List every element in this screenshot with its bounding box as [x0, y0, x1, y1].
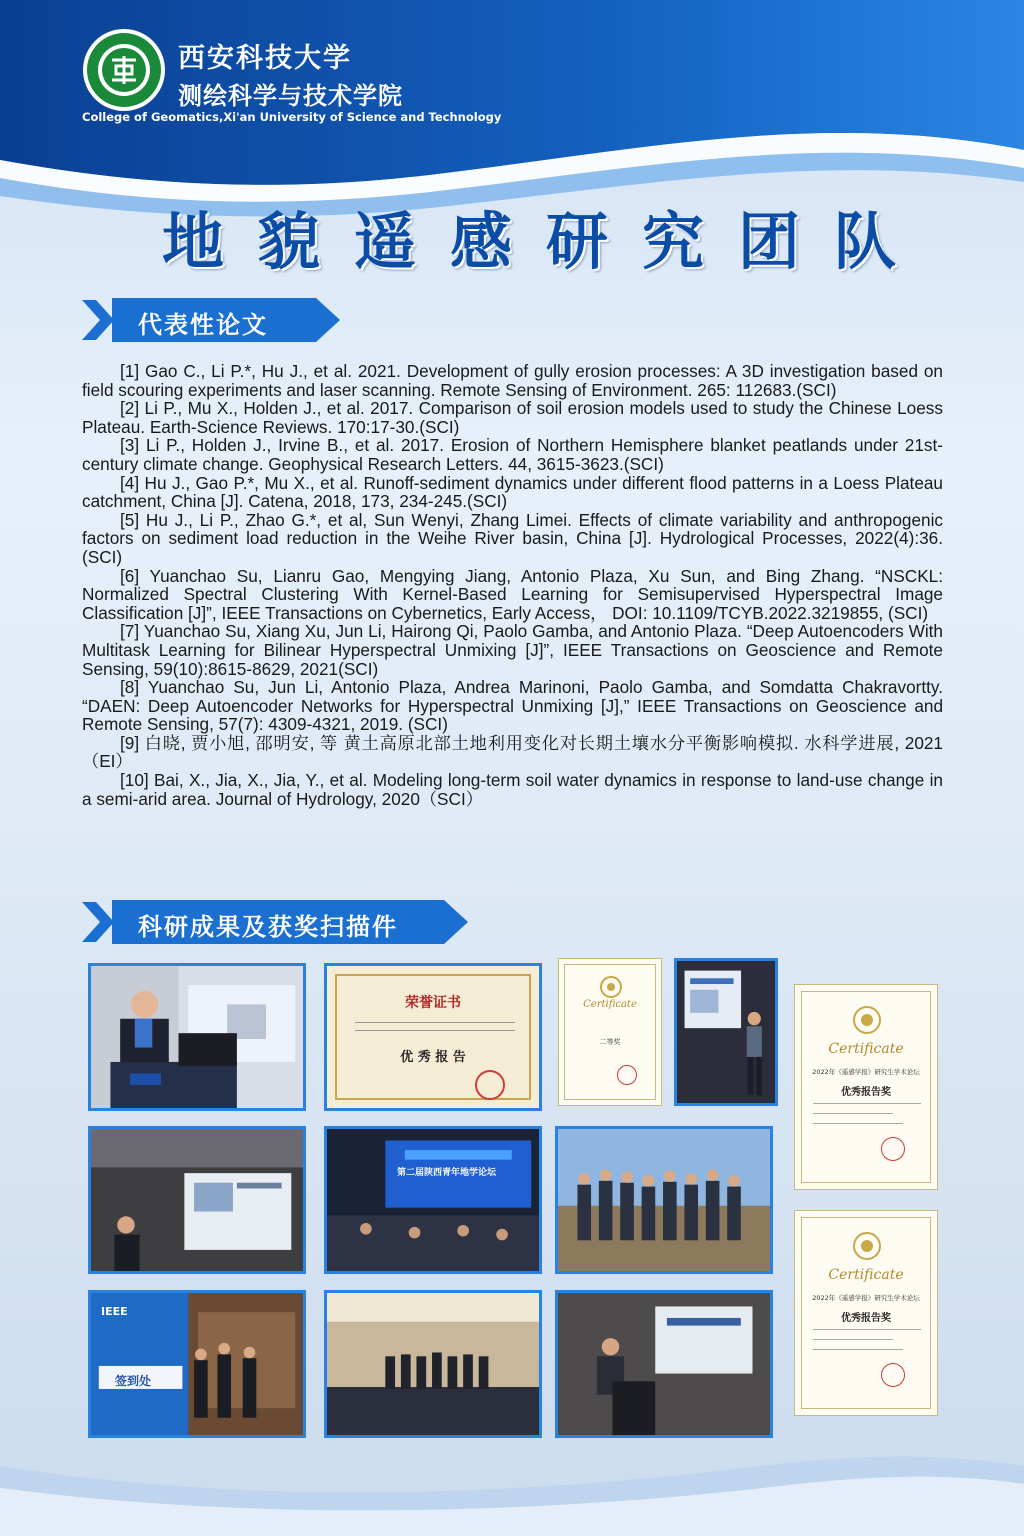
forum-line: 2022年《遥感学报》研究生学术论坛 — [812, 1068, 920, 1076]
certificate-second-prize — [558, 958, 662, 1106]
rosette-icon — [852, 1231, 882, 1261]
university-logo — [82, 28, 166, 112]
photo-seminar-room — [88, 1126, 306, 1274]
photo-field-group — [555, 1126, 773, 1274]
honor-title: 荣誉证书 — [405, 995, 461, 1011]
honor-award: 优 秀 报 告 — [400, 1050, 466, 1065]
excellent-report-label: 优秀报告奖 — [841, 1087, 891, 1098]
section-header-papers — [82, 298, 342, 342]
paper-item: [5] Hu J., Li P., Zhao G.*, et al, Sun Wenyi, Zhang Limei. Effects of climate variability and anthropogenic factors on sediment load reduction in the Weihe River basin, China [J]. Hydrological Processes, 2022(4):36. (SCI) — [82, 509, 943, 567]
section-title: 代表性论文 — [138, 311, 268, 339]
photo-presenter-screen — [674, 958, 778, 1106]
photo-group-hall — [324, 1290, 542, 1438]
paper-item: [7] Yuanchao Su, Xiang Xu, Jun Li, Hairong Qi, Paolo Gamba, and Antonio Plaza. “Deep Autoencoders With Multitask Learning for Bilinear Hyperspectral Unmixing [J]”, IEEE Transactions on Geoscience and Remote Sensing, 59(10):8615-8629, 2021(SCI) — [82, 621, 943, 679]
cert-word: Certificate — [583, 999, 637, 1010]
college-name-cn: 测绘科学与技术学院 — [178, 82, 403, 110]
cert-word: Certificate — [828, 1267, 904, 1283]
paper-list — [82, 362, 943, 808]
university-name-cn: 西安科技大学 — [178, 43, 352, 74]
college-name-en: College of Geomatics,Xi'an University of Science and Technology — [82, 110, 502, 124]
excellent-report-label: 优秀报告奖 — [841, 1313, 891, 1324]
paper-item: [1] Gao C., Li P.*, Hu J., et al. 2021. Development of gully erosion processes: A 3D investigation based on field scouring experiments and laser scanning. Remote Sensing of Environment. 265: 112683.(SCI) — [82, 361, 943, 400]
rosette-icon — [852, 1005, 882, 1035]
paper-item: [6] Yuanchao Su, Lianru Gao, Mengying Jiang, Antonio Plaza, Xu Sun, and Bing Zhang. “NSCKL: Normalized Spectral Clustering With Kernel-Based Learning for Semisupervised Hyperspectral Image Classification [J]”, IEEE Transactions on Cybernetics, Early Access， DOI: 10.1109/TCYB.2022.3219855, (SCI) — [82, 565, 943, 623]
paper-item: [4] Hu J., Gao P.*, Mu X., et al. Runoff-sediment dynamics under different flood patterns in a Loess Plateau catchment, China [J]. Catena, 2018, 173, 234-245.(SCI) — [82, 472, 943, 512]
paper-item: [9] 白晓, 贾小旭, 邵明安, 等 黄土高原北部土地利用变化对长期土壤水分平衡影响模拟. 水科学进展, 2021（EI） — [82, 732, 943, 772]
rosette-icon — [599, 975, 623, 999]
second-prize-label: 二等奖 — [599, 1038, 621, 1046]
sign-in-text: 签到处 — [115, 1374, 152, 1388]
footer-wave — [0, 1426, 1024, 1536]
certificate-excellent-report-1 — [794, 984, 938, 1190]
section-header-awards — [82, 900, 472, 944]
paper-item: [8] Yuanchao Su, Jun Li, Antonio Plaza, Andrea Marinoni, Paolo Gamba, and Somdatta Chakravortty. “DAEN: Deep Autoencoder Networks for Hyperspectral Unmixing [J],” IEEE Transactions on Geoscience and Remote Sensing, 57(7): 4309-4321, 2019. (SCI) — [82, 677, 943, 735]
photo-forum-stage — [324, 1126, 542, 1274]
paper-item: [10] Bai, X., Jia, X., Jia, Y., et al. Modeling long-term soil water dynamics in response to land-use change in a semi-arid area. Journal of Hydrology, 2020（SCI） — [82, 770, 943, 809]
certificate-excellent-report-2 — [794, 1210, 938, 1416]
forum-banner-text: 第二届陕西青年地学论坛 — [397, 1168, 497, 1178]
paper-item: [2] Li P., Mu X., Holden J., et al. 2017. Comparison of soil erosion models used to study the Chinese Loess Plateau. Earth-Science Reviews. 170:17-30.(SCI) — [82, 398, 943, 437]
page-title: 地貌遥感研究团队 — [161, 205, 930, 278]
section-title: 科研成果及获奖扫描件 — [138, 913, 398, 941]
photo-speaker-podium — [88, 963, 306, 1111]
certificate-honor — [324, 963, 542, 1111]
photo-lecture-podium — [555, 1290, 773, 1438]
cert-word: Certificate — [828, 1041, 904, 1057]
ieee-text: IEEE — [101, 1305, 128, 1318]
photo-signin-desk — [88, 1290, 306, 1438]
forum-line: 2022年《遥感学报》研究生学术论坛 — [812, 1294, 920, 1302]
paper-item: [3] Li P., Holden J., Irvine B., et al. 2017. Erosion of Northern Hemisphere blanket peatlands under 21st-century climate change. Geophysical Research Letters. 44, 3615-3623.(SCI) — [82, 435, 943, 474]
